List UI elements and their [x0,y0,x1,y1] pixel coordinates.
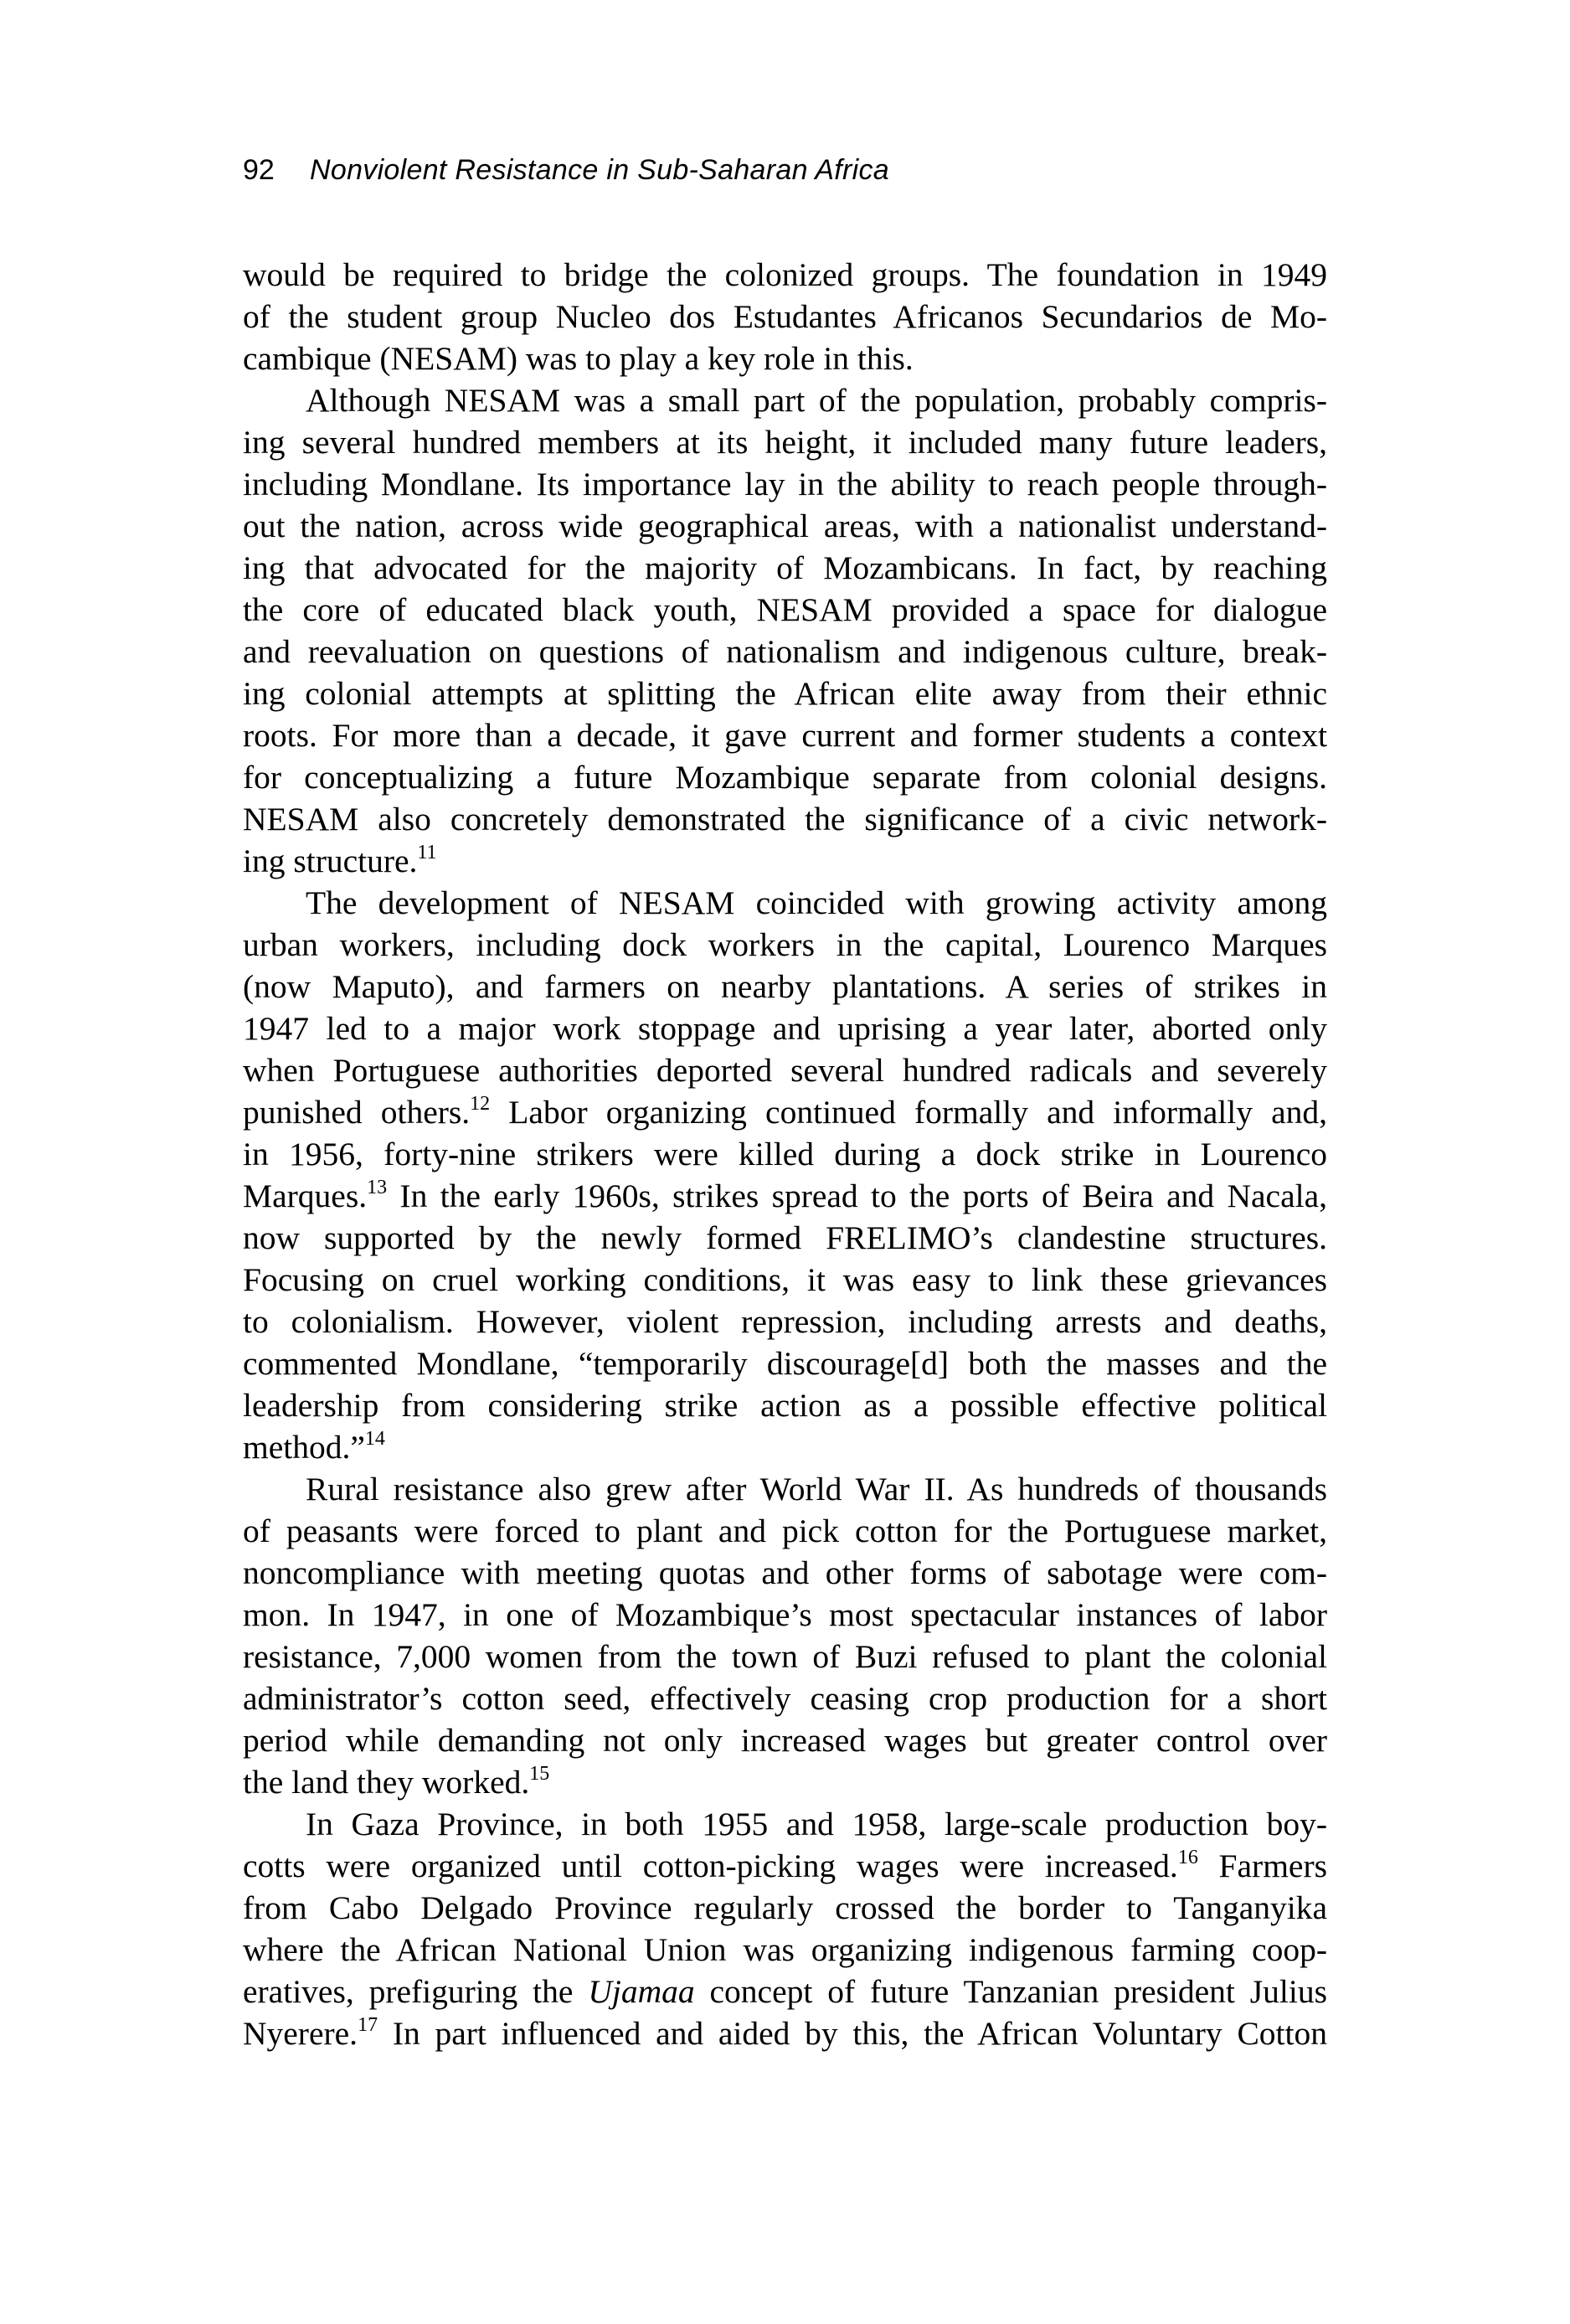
text-line: where the African National Union was organizing indigenous farming coop- [243,1931,1327,1968]
text-line: Focusing on cruel working conditions, it was easy to link these grievances [243,1261,1327,1298]
text-line: punished others.$^{12}$ Labor organizing continued formally and informally and, [243,1093,1328,1131]
text-line: Marques.$^{13}$ In the early 1960s, strikes spread to the ports of Beira and Nacala, [243,1177,1327,1214]
text-line: period while demanding not only increased wages but greater control over [243,1722,1327,1759]
footnote-marker[interactable]: 15 [529,1763,550,1785]
text-line: out the nation, across wide geographical areas, with a nationalist understand- [243,508,1327,544]
text-line: would be required to bridge the colonized groups. The foundation in 1949 [243,256,1327,293]
text-line: the core of educated black youth, NESAM provided a space for dialogue [243,591,1327,628]
text-line: and reevaluation on questions of nationalism and indigenous culture, break- [243,633,1327,670]
text-line: for conceptualizing a future Mozambique separate from colonial designs. [243,759,1327,796]
text-line: cotts were organized until cotton-picking wages were increased.$^{16}$ Farmers [243,1847,1327,1884]
text-line: Nyerere.$^{17}$ In part influenced and aided by this, the African Voluntary Cotton [243,2014,1327,2052]
text-line: resistance, 7,000 women from the town of Buzi refused to plant the colonial [243,1638,1327,1675]
text-line: of peasants were forced to plant and pick cotton for the Portuguese market, [243,1512,1327,1549]
text-line: cambique (NESAM) was to play a key role in this. [243,340,914,377]
text-line: in 1956, forty-nine strikers were killed during a dock strike in Lourenco [243,1136,1327,1172]
text-line: from Cabo Delgado Province regularly crossed the border to Tanganyika [243,1889,1327,1926]
text-line: ing colonial attempts at splitting the African elite away from their ethnic [243,675,1327,712]
text-line: (now Maputo), and farmers on nearby plantations. A series of strikes in [243,968,1327,1005]
text-line: noncompliance with meeting quotas and other forms of sabotage were com- [243,1554,1327,1591]
paragraph-first-line: The development of NESAM coincided with growing activity among [306,884,1327,921]
footnote-marker[interactable]: 17 [358,2014,378,2036]
running-title: Nonviolent Resistance in Sub-Saharan Africa [310,154,890,186]
paragraph-first-line: In Gaza Province, in both 1955 and 1958, large-scale production boy- [306,1806,1327,1842]
text-line: roots. For more than a decade, it gave current and former students a context [243,717,1327,754]
text-line: ing structure.$^{11}$ [243,842,437,879]
body-text [243,254,1327,2054]
footnote-marker[interactable]: 11 [417,842,437,863]
text-line: leadership from considering strike action as a possible effective political [243,1387,1327,1424]
text-line: ing that advocated for the majority of Mozambicans. In fact, by reaching [243,549,1327,586]
text-line: NESAM also concretely demonstrated the significance of a civic network- [243,801,1327,837]
text-line: method.”$^{14}$ [243,1428,385,1466]
text-line: administrator’s cotton seed, effectively ceasing crop production for a short [243,1680,1327,1717]
text-line: of the student group Nucleo dos Estudantes Africanos Secundarios de Mo- [243,298,1327,335]
text-line: mon. In 1947, in one of Mozambique’s most spectacular instances of labor [243,1596,1327,1633]
text-line: 1947 led to a major work stoppage and uprising a year later, aborted only [243,1010,1327,1047]
footnote-marker[interactable]: 16 [1177,1847,1198,1868]
footnote-marker[interactable]: 13 [367,1177,388,1198]
text-line: the land they worked.$^{15}$ [243,1763,550,1801]
text-line: including Mondlane. Its importance lay in the ability to reach people through- [243,466,1327,502]
text-line: now supported by the newly formed FRELIMO’s clandestine structures. [243,1219,1327,1256]
text-line: ing several hundred members at its height, it included many future leaders, [243,424,1327,461]
paragraph-first-line: Although NESAM was a small part of the population, probably compris- [306,382,1327,419]
text-line: eratives, prefiguring the Ujamaa concept of future Tanzanian president Julius [243,1973,1327,2010]
text-line: urban workers, including dock workers in the capital, Lourenco Marques [243,926,1327,963]
text-line: to colonialism. However, violent repression, including arrests and deaths, [243,1303,1327,1340]
footnote-marker[interactable]: 12 [470,1093,491,1115]
page-number: 92 [243,154,275,186]
footnote-marker[interactable]: 14 [364,1428,385,1450]
paragraph-first-line: Rural resistance also grew after World War II. As hundreds of thousands [306,1471,1327,1507]
running-header [243,152,889,188]
text-line: when Portuguese authorities deported several hundred radicals and severely [243,1052,1327,1089]
italic-term: Ujamaa [588,1973,695,2010]
text-line: commented Mondlane, “temporarily discourage[d] both the masses and the [243,1345,1327,1382]
